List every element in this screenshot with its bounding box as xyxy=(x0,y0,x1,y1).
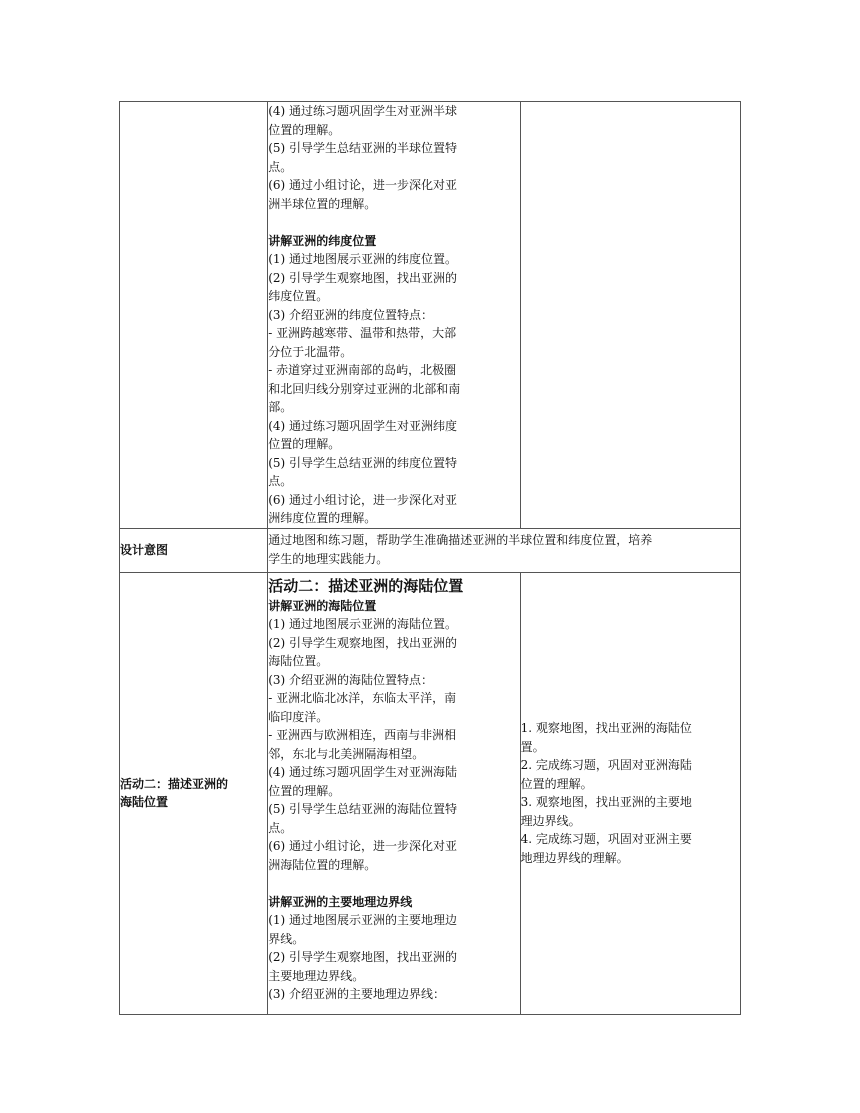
text-line: (5) 引导学生总结亚洲的纬度位置特 xyxy=(268,455,458,470)
text-line: 界线。 xyxy=(268,931,305,946)
design-intent-label: 设计意图 xyxy=(120,542,169,557)
activity-two-content-cell xyxy=(268,572,520,1014)
row1-content-cell xyxy=(268,102,520,529)
text-line: (1) 通过地图展示亚洲的主要地理边 xyxy=(268,913,458,927)
text-line: 4. 完成练习题，巩固对亚洲主要 xyxy=(520,832,692,846)
text-line: (5) 引导学生总结亚洲的半球位置特 xyxy=(268,141,458,155)
text-line: (1) 通过地图展示亚洲的海陆位置。 xyxy=(268,617,458,631)
text-line: (2) 引导学生观察地图，找出亚洲的 xyxy=(268,635,458,650)
design-intent-text-line: 学生的地理实践能力。 xyxy=(268,552,389,566)
row1-label-cell xyxy=(120,102,268,529)
text-line: 主要地理边界线。 xyxy=(268,968,365,983)
text-line: (1) 通过地图展示亚洲的纬度位置。 xyxy=(268,252,458,266)
text-line: (2) 引导学生观察地图，找出亚洲的 xyxy=(268,950,458,964)
text-line: (6) 通过小组讨论，进一步深化对亚 xyxy=(268,839,458,853)
row1-content-lines xyxy=(268,102,519,528)
text-line: 理边界线。 xyxy=(520,813,581,828)
text-line: 位置的理解。 xyxy=(268,437,341,451)
activity-two-label-line: 活动二：描述亚洲的 xyxy=(120,776,229,791)
text-line: - 亚洲北临北冰洋，东临太平洋，南 xyxy=(268,691,457,705)
text-line: 3. 观察地图，找出亚洲的主要地 xyxy=(520,795,692,809)
design-intent-text-line: 通过地图和练习题，帮助学生准确描述亚洲的半球位置和纬度位置，培养 xyxy=(268,533,653,547)
text-line: (3) 介绍亚洲的纬度位置特点： xyxy=(268,307,434,322)
text-line: (4) 通过练习题巩固学生对亚洲海陆 xyxy=(268,765,458,779)
text-line: 和北回归线分别穿过亚洲的北部和南 xyxy=(268,381,461,396)
blank-line xyxy=(268,874,519,893)
text-line: 点。 xyxy=(268,159,293,174)
text-line: 海陆位置。 xyxy=(268,654,329,668)
lesson-plan-table xyxy=(119,101,741,1015)
text-line: - 赤道穿过亚洲南部的岛屿，北极圈 xyxy=(268,363,457,377)
text-line: 洲海陆位置的理解。 xyxy=(268,857,377,872)
activity-two-label-cell xyxy=(120,572,268,1014)
text-line: (6) 通过小组讨论，进一步深化对亚 xyxy=(268,492,458,507)
section-heading: 讲解亚洲的主要地理边界线 xyxy=(268,894,413,909)
activity-two-title: 活动二：描述亚洲的海陆位置 xyxy=(268,576,464,595)
text-line: 邻，东北与北美洲隔海相望。 xyxy=(268,746,425,761)
row1-student-activity-cell xyxy=(520,102,740,529)
blank-line xyxy=(268,213,519,232)
table-row-design-intent xyxy=(120,528,741,572)
text-line: (3) 介绍亚洲的海陆位置特点： xyxy=(268,672,434,687)
text-line: 位置的理解。 xyxy=(268,122,341,137)
text-line: (6) 通过小组讨论，进一步深化对亚 xyxy=(268,178,458,192)
text-line: (5) 引导学生总结亚洲的海陆位置特 xyxy=(268,802,458,816)
activity-two-student-lines xyxy=(521,719,740,867)
text-line: 位置的理解。 xyxy=(268,783,341,798)
text-line: 洲纬度位置的理解。 xyxy=(268,511,377,525)
text-line: 点。 xyxy=(268,820,293,835)
text-line: 1. 观察地图，找出亚洲的海陆位 xyxy=(520,721,692,735)
activity-two-student-cell xyxy=(520,572,740,1014)
text-line: (4) 通过练习题巩固学生对亚洲纬度 xyxy=(268,418,458,433)
table-row-activity-two xyxy=(120,572,741,1014)
activity-two-label-line: 海陆位置 xyxy=(120,795,169,809)
section-heading: 讲解亚洲的纬度位置 xyxy=(268,233,377,248)
text-line: 洲半球位置的理解。 xyxy=(268,196,377,211)
text-line: 位置的理解。 xyxy=(520,776,593,791)
text-line: 置。 xyxy=(520,739,545,754)
text-line: 部。 xyxy=(268,400,293,414)
text-line: 地理边界线的理解。 xyxy=(520,850,629,865)
text-line: (2) 引导学生观察地图，找出亚洲的 xyxy=(268,270,458,285)
text-line: - 亚洲跨越寒带、温带和热带，大部 xyxy=(268,326,457,340)
text-line: (4) 通过练习题巩固学生对亚洲半球 xyxy=(268,104,458,118)
text-line: 2. 完成练习题，巩固对亚洲海陆 xyxy=(520,758,692,772)
text-line: 分位于北温带。 xyxy=(268,344,353,359)
text-line: (3) 介绍亚洲的主要地理边界线： xyxy=(268,987,446,1001)
text-line: 点。 xyxy=(268,474,293,488)
section-heading: 讲解亚洲的海陆位置 xyxy=(268,598,377,613)
design-intent-label-cell xyxy=(120,528,268,572)
text-line: - 亚洲西与欧洲相连，西南与非洲相 xyxy=(268,728,457,742)
design-intent-text-cell xyxy=(268,528,741,572)
table-row-hemisphere-latitude xyxy=(120,102,741,529)
text-line: 临印度洋。 xyxy=(268,709,329,724)
text-line: 纬度位置。 xyxy=(268,289,329,303)
activity-two-content-lines xyxy=(268,597,519,1004)
